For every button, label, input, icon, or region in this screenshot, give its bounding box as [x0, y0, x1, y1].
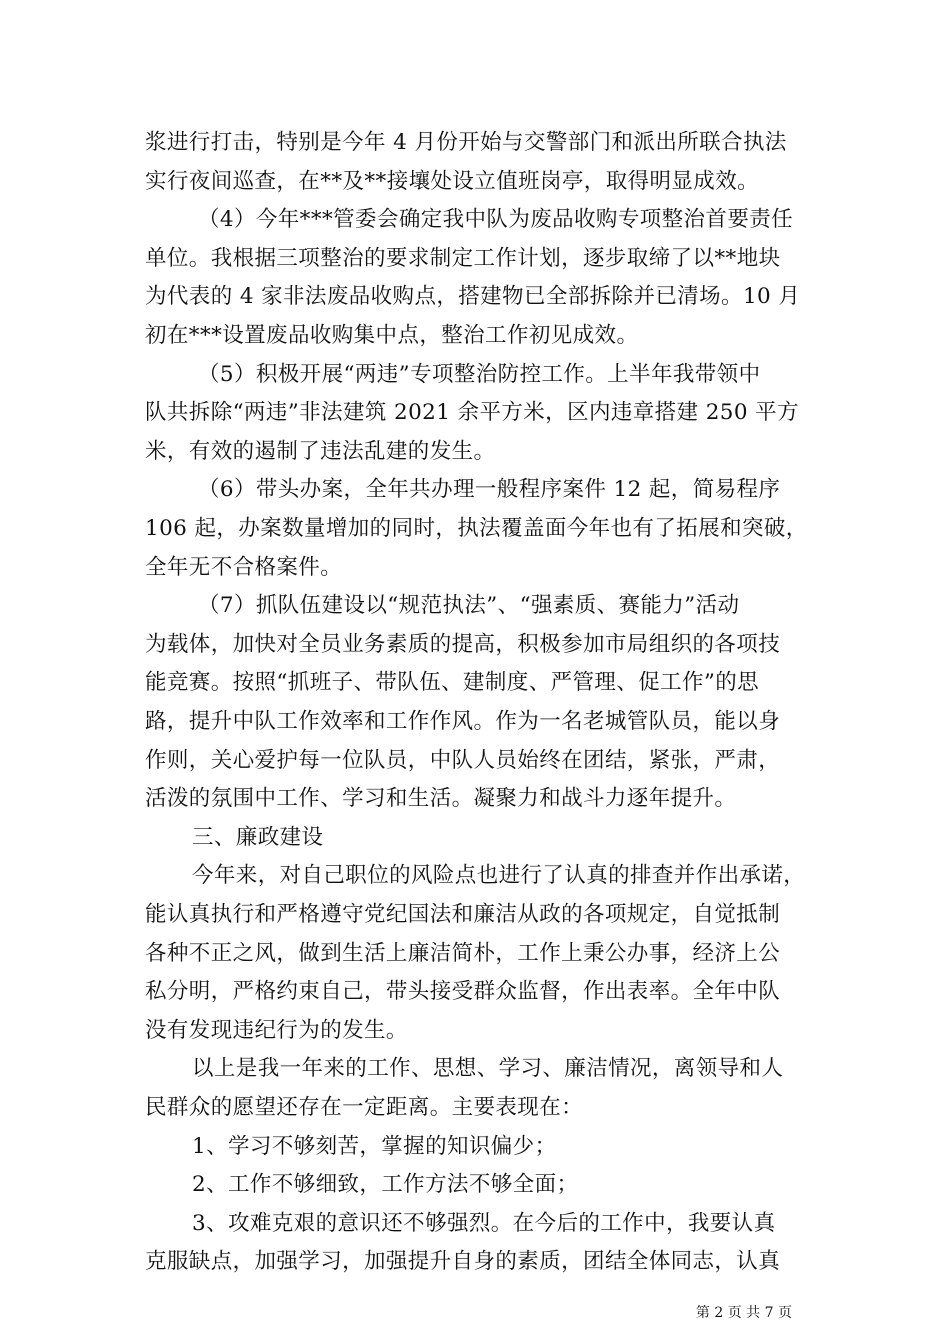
text-line: 全年无不合格案件。: [145, 554, 343, 580]
text-line: 队共拆除“两违”非法建筑 2021 余平方米，区内违章搭建 250 平方: [145, 400, 799, 426]
text-line: 今年来，对自己职位的风险点也进行了认真的排查并作出承诺，: [192, 863, 806, 889]
text-line: 民群众的愿望还存在一定距离。主要表现在：: [145, 1095, 584, 1120]
text-line: 初在***设置废品收购集中点，整治工作初见成效。: [145, 323, 639, 348]
text-line: （4）今年***管委会确定我中队为废品收购专项整治首要责任: [198, 207, 794, 233]
text-line: 单位。我根据三项整治的要求制定工作计划，逐步取缔了以**地块: [145, 245, 781, 271]
text-line: 为载体，加快对全员业务素质的提高，积极参加市局组织的各项技: [145, 631, 781, 657]
text-line: 活泼的氛围中工作、学习和生活。凝聚力和战斗力逐年提升。: [145, 786, 737, 812]
text-line: 实行夜间巡查，在**及**接壤处设立值班岗亭，取得明显成效。: [145, 168, 760, 194]
text-line: 私分明，严格约束自己，带头接受群众监督，作出表率。全年中队: [145, 979, 781, 1005]
text-line: 浆进行打击，特别是今年 4 月份开始与交警部门和派出所联合执法: [145, 130, 787, 155]
text-line: 作则，关心爱护每一位队员，中队人员始终在团结，紧张，严肃，: [145, 747, 781, 773]
text-line: （5）积极开展“两违”专项整治防控工作。上半年我带领中: [198, 361, 761, 387]
text-line: 克服缺点，加强学习，加强提升自身的素质，团结全体同志，认真: [145, 1249, 781, 1275]
text-line: 能认真执行和严格遵守党纪国法和廉洁从政的各项规定，自觉抵制: [145, 902, 781, 927]
section-heading: 三、廉政建设: [192, 824, 324, 850]
text-line: 以上是我一年来的工作、思想、学习、廉洁情况，离领导和人: [192, 1056, 784, 1082]
text-line: （6）带头办案，全年共办理一般程序案件 12 起，简易程序: [198, 477, 781, 503]
text-line: （7）抓队伍建设以“规范执法”、“强素质、赛能力”活动: [198, 593, 740, 619]
page-number-footer: 第 2 页 共 7 页: [695, 1305, 792, 1321]
list-item: 3、攻难克艰的意识还不够强烈。在今后的工作中，我要认真: [192, 1210, 776, 1236]
text-line: 106 起，办案数量增加的同时，执法覆盖面今年也有了拓展和突破，: [145, 516, 808, 541]
text-line: 为代表的 4 家非法废品收购点，搭建物已全部拆除并已清场。10 月: [145, 284, 801, 310]
list-item: 2、工作不够细致，工作方法不够全面；: [192, 1172, 579, 1198]
text-line: 没有发现违纪行为的发生。: [145, 1017, 408, 1043]
text-line: 能竞赛。按照“抓班子、带队伍、建制度、严管理、促工作”的思: [145, 670, 760, 696]
text-line: 各种不正之风，做到生活上廉洁简朴，工作上秉公办事，经济上公: [145, 940, 781, 966]
list-item: 1、学习不够刻苦，掌握的知识偏少；: [192, 1133, 557, 1159]
text-line: 路，提升中队工作效率和工作作风。作为一名老城管队员，能以身: [145, 709, 781, 734]
text-line: 米，有效的遏制了违法乱建的发生。: [145, 438, 496, 464]
